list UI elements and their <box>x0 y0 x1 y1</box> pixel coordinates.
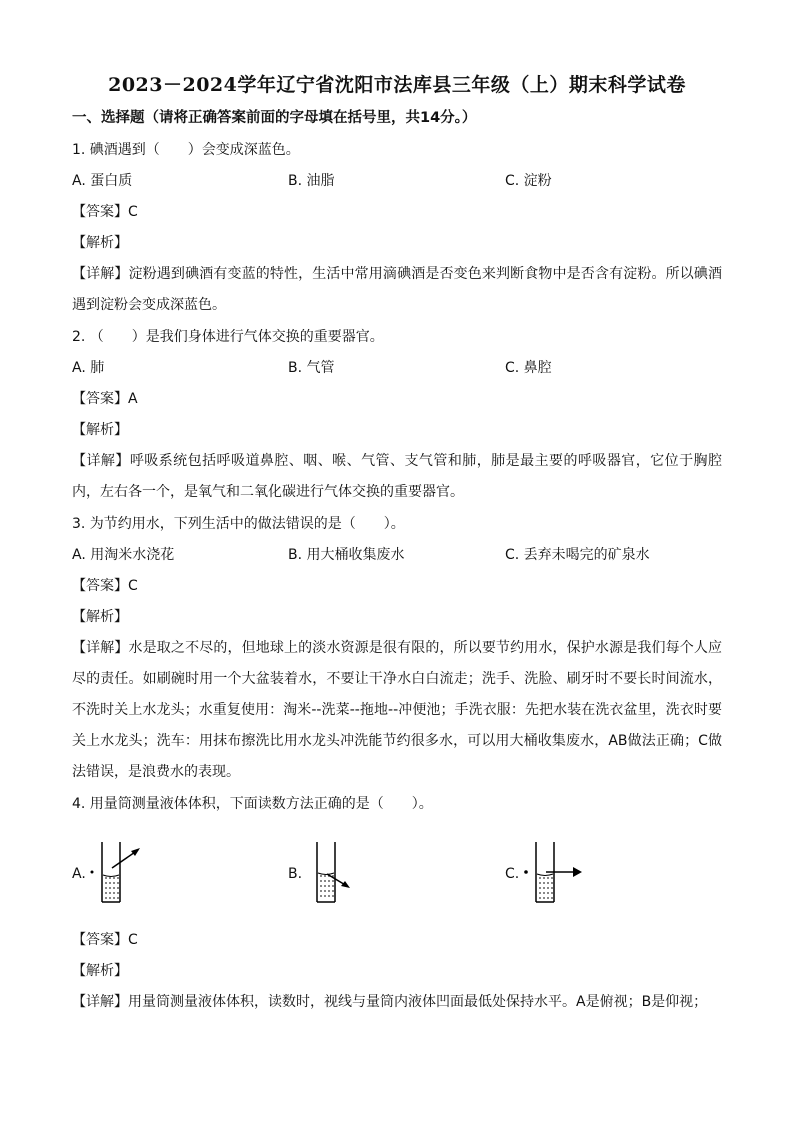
question-3-answer: 【答案】C <box>72 578 138 594</box>
question-4-analysis-label: 【解析】 <box>72 963 128 979</box>
question-2-detail: 【详解】呼吸系统包括呼吸道鼻腔、咽、喉、气管、支气管和肺，肺是最主要的呼吸器官，它位于胸腔内，左右各一个，是氧气和二氧化碳进行气体交换的重要器官。 <box>72 453 722 500</box>
question-4-option-b: B. <box>288 866 303 882</box>
page-title: 2023－2024学年辽宁省沈阳市法库县三年级（上）期末科学试卷 <box>108 74 686 96</box>
question-1-analysis-label: 【解析】 <box>72 235 128 251</box>
question-2-answer: 【答案】A <box>72 391 138 407</box>
question-4-option-c: C. <box>505 866 520 882</box>
question-1-answer: 【答案】C <box>72 204 138 220</box>
question-1-option-b: B. 油脂 <box>288 173 335 189</box>
cylinder-level-view-figure <box>522 838 592 908</box>
question-3-option-b: B. 用大桶收集废水 <box>288 547 405 563</box>
question-3-stem: 3. 为节约用水，下列生活中的做法错误的是（ ）。 <box>72 516 405 532</box>
question-2-option-b: B. 气管 <box>288 360 335 376</box>
question-1-stem: 1. 碘酒遇到（ ）会变成深蓝色。 <box>72 142 300 158</box>
question-3-option-a: A. 用淘米水浇花 <box>72 547 175 563</box>
question-3-analysis-label: 【解析】 <box>72 609 128 625</box>
question-4-answer: 【答案】C <box>72 932 138 948</box>
question-2-stem: 2. （ ）是我们身体进行气体交换的重要器官。 <box>72 329 384 345</box>
question-4-option-a: A. <box>72 866 86 882</box>
question-1-option-a: A. 蛋白质 <box>72 173 133 189</box>
question-2-analysis-label: 【解析】 <box>72 422 128 438</box>
question-2-option-c: C. 鼻腔 <box>505 360 552 376</box>
section-heading: 一、选择题（请将正确答案前面的字母填在括号里，共14分。） <box>72 110 477 126</box>
question-4-stem: 4. 用量筒测量液体体积，下面读数方法正确的是（ ）。 <box>72 796 433 812</box>
question-4-detail: 【详解】用量筒测量液体体积，读数时，视线与量筒内液体凹面最低处保持水平。A是俯视；B是仰视； <box>72 994 708 1010</box>
question-3-option-c: C. 丢弃未喝完的矿泉水 <box>505 547 650 563</box>
cylinder-bottom-view-figure <box>305 838 365 908</box>
cylinder-top-view-figure <box>88 838 148 908</box>
question-2-option-a: A. 肺 <box>72 360 105 376</box>
question-1-option-c: C. 淀粉 <box>505 173 552 189</box>
question-3-detail: 【详解】水是取之不尽的，但地球上的淡水资源是很有限的，所以要节约用水，保护水源是我们每个人应尽的责任。如刷碗时用一个大盆装着水，不要让干净水白白流走；洗手、洗脸、刷牙时不要长时间流水，不洗时关上水龙头；水重复使用：淘米--洗菜--拖地--冲便池；手洗衣服：先把水装在洗衣盆里，洗衣时要关上水龙头；洗车：用抹布擦洗比用水龙头冲洗能节约很多水，可以用大桶收集废水，AB做法正确；C做法错误，是浪费水的表现。 <box>72 640 722 780</box>
question-1-detail: 【详解】淀粉遇到碘酒有变蓝的特性，生活中常用滴碘酒是否变色来判断食物中是否含有淀粉。所以碘酒遇到淀粉会变成深蓝色。 <box>72 266 722 313</box>
